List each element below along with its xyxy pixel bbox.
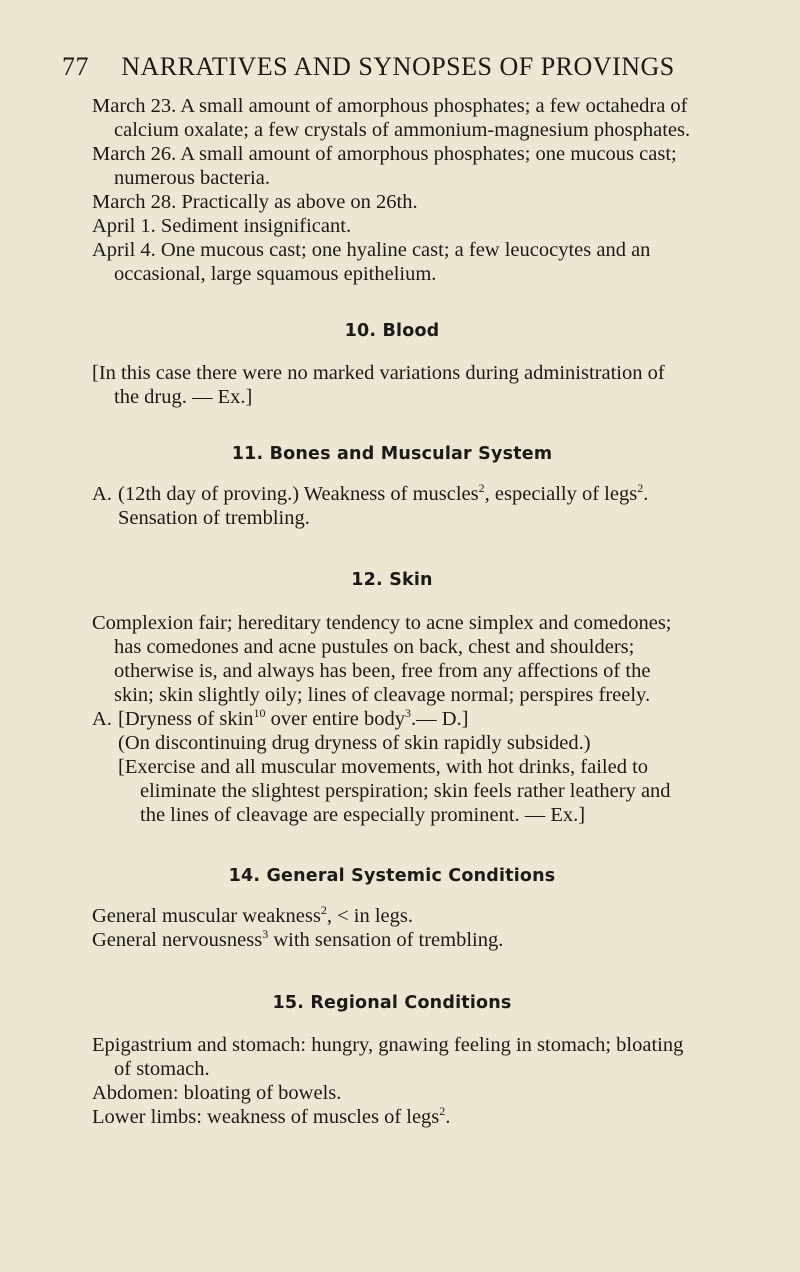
regional-text: . (445, 1106, 451, 1128)
running-head-title: NARRATIVES AND SYNOPSES OF PROVINGS (121, 52, 675, 81)
entry-letter: A. (92, 708, 112, 730)
general-line-weakness (92, 904, 692, 928)
regional-lower-limbs (92, 1105, 692, 1129)
general-text: , < in legs. (326, 905, 413, 927)
general-text: General muscular weakness (92, 905, 321, 927)
entry-april-4: April 4. One mucous cast; one hyaline cast; a few leucocytes and an occasional, large squamous epithelium. (92, 239, 651, 285)
skin-a-text-2: over entire body (265, 708, 405, 730)
entry-april-1: April 1. Sediment insignificant. (92, 215, 352, 237)
bones-text-1: (12th day of proving.) Weakness of muscles (118, 483, 479, 505)
skin-description: Complexion fair; hereditary tendency to acne simplex and comedones; has comedones and acne pustules on back, chest and shoulders; otherwise is, and always has been, free from any affections of the skin; skin slightly oily; lines of cleavage normal; perspires freely. (92, 612, 672, 706)
superscript: 3 (404, 706, 411, 720)
skin-entry-a (92, 707, 692, 731)
superscript: 2 (478, 481, 485, 495)
bones-text-2: , especially of legs (484, 483, 638, 505)
page-body (92, 94, 692, 1129)
skin-note-exercise: [Exercise and all muscular movements, with hot drinks, failed to eliminate the slightest perspiration; skin feels rather leathery and the lines of cleavage are especially prominent. — Ex.] (118, 756, 671, 826)
superscript: 2 (637, 481, 644, 495)
running-head (62, 52, 685, 82)
general-text: General nervousness (92, 929, 263, 951)
regional-text: Lower limbs: weakness of muscles of legs (92, 1106, 440, 1128)
urine-entries (92, 94, 692, 286)
section-heading-bones: 11. Bones and Muscular System (231, 444, 553, 464)
bones-trembling: Sensation of trembling. (118, 507, 310, 529)
entry-march-26: March 26. A small amount of amorphous phosphates; one mucous cast; numerous bacteria. (92, 143, 677, 189)
entry-march-23: March 23. A small amount of amorphous phosphates; a few octahedra of calcium oxalate; a few crystals of ammonium-magnesium phosphates. (92, 95, 691, 141)
page-number: 77 (62, 52, 89, 81)
superscript: 2 (439, 1104, 446, 1118)
section-heading-blood: 10. Blood (344, 321, 440, 341)
general-line-nervousness (92, 928, 692, 952)
bones-text-3: . (643, 483, 649, 505)
section-heading-general: 14. General Systemic Conditions (228, 866, 556, 886)
general-text: with sensation of trembling. (268, 929, 504, 951)
regional-epigastrium: Epigastrium and stomach: hungry, gnawing feeling in stomach; bloating of stomach. (92, 1034, 684, 1080)
superscript: 10 (253, 706, 266, 720)
blood-text: [In this case there were no marked variations during administration of the drug. — Ex.] (92, 362, 665, 408)
bones-entry-a (92, 482, 692, 506)
section-heading-regional: 15. Regional Conditions (272, 993, 512, 1013)
skin-a-text-1: [Dryness of skin (118, 708, 254, 730)
section-heading-skin: 12. Skin (351, 570, 433, 590)
skin-a-text-3: .— D.] (410, 708, 469, 730)
entry-letter: A. (92, 483, 112, 505)
entry-march-28: March 28. Practically as above on 26th. (92, 191, 418, 213)
skin-note-discontinuing: (On discontinuing drug dryness of skin rapidly subsided.) (118, 732, 591, 754)
superscript: 2 (320, 903, 327, 917)
regional-abdomen: Abdomen: bloating of bowels. (92, 1082, 342, 1104)
superscript: 3 (262, 927, 269, 941)
